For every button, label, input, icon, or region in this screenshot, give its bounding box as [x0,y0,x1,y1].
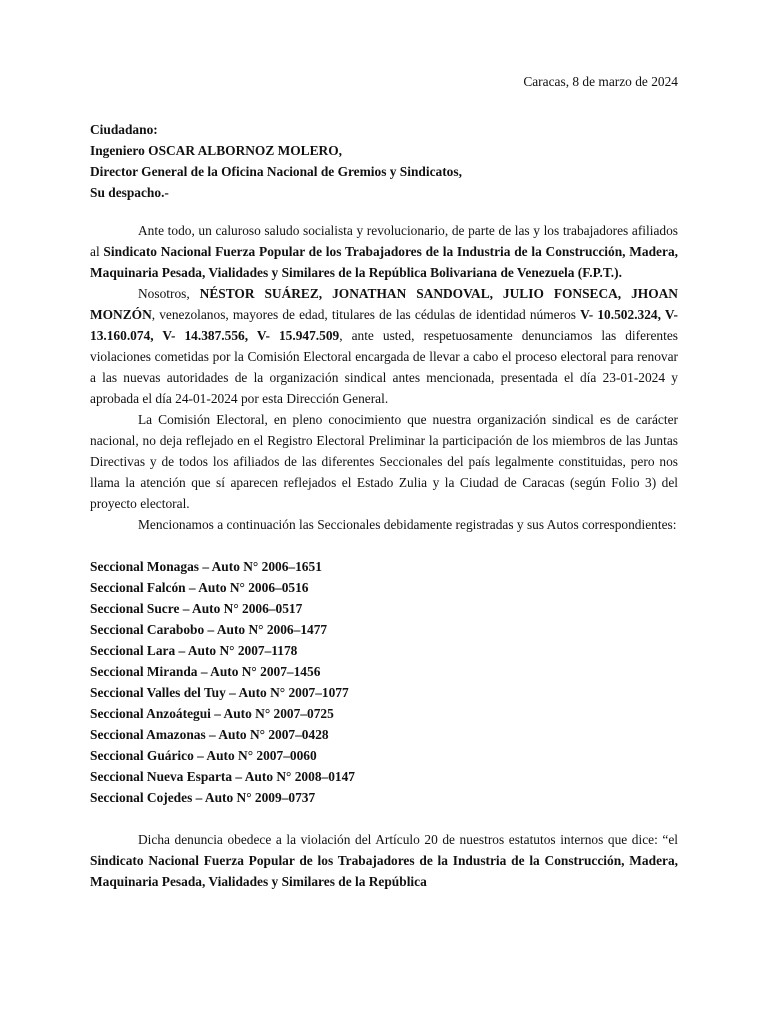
union-name-quote: Sindicato Nacional Fuerza Popular de los Trabajadores de la Industria de la Construcción, Madera, Maquinaria Pesada, Vialidades y Similares de la República [90,853,678,889]
list-item: Seccional Lara – Auto N° 2007–1178 [90,643,298,658]
list-item: Seccional Carabobo – Auto N° 2006–1477 [90,622,328,637]
union-name: Sindicato Nacional Fuerza Popular de los Trabajadores de la Industria de la Construcción, Madera, Maquinaria Pesada, Vialidades y Similares de la República Bolivariana de Venezuela (F.P.T.). [90,244,678,280]
complainant-names: NÉSTOR SUÁREZ, JONATHAN SANDOVAL, JULIO FONSECA, JHOAN MONZÓN [90,286,678,322]
addressee-salutation: Ciudadano: [90,122,158,137]
paragraph-complainants: Nosotros, NÉSTOR SUÁREZ, JONATHAN SANDOVAL, JULIO FONSECA, JHOAN MONZÓN, venezolanos, mayores de edad, titulares de las cédulas de identidad números V- 10.502.324, V- 13.160.074, V- 14.387.556, V- 15.947.509, ante usted, respetuosamente denunciamos las diferentes violaciones cometidas por la Comisión Electoral encargada de llevar a cabo el proceso electoral para renovar a las nuevas autoridades de la organización sindical antes mencionada, presentada el día 23-01-2024 y aprobada el día 24-01-2024 por esta Dirección General. [90,286,679,406]
paragraph-seccionales-intro: Mencionamos a continuación las Seccionales debidamente registradas y sus Autos correspondientes: [138,517,677,532]
list-item: Seccional Anzoátegui – Auto N° 2007–0725 [90,706,334,721]
list-item: Seccional Cojedes – Auto N° 2009–0737 [90,790,316,805]
addressee-despacho: Su despacho.- [90,185,169,200]
letter-page [90,71,678,892]
identity-numbers: V- 10.502.324, V- 13.160.074, V- 14.387.556, V- 15.947.509 [90,307,678,343]
paragraph-electoral-commission: La Comisión Electoral, en pleno conocimiento que nuestra organización sindical es de carácter nacional, no deja reflejado en el Registro Electoral Preliminar la participación de los miembros de las Juntas Directivas y de todos los afiliados de las diferentes Seccionales del país legalmente constituidas, pero nos llama la atención que sí aparecen reflejados el Estado Zulia y la Ciudad de Caracas (según Folio 3) del proyecto electoral. [90,412,678,511]
list-item: Seccional Valles del Tuy – Auto N° 2007–1077 [90,685,349,700]
paragraph-greeting: Ante todo, un caluroso saludo socialista y revolucionario, de parte de las y los trabajadores afiliados al Sindicato Nacional Fuerza Popular de los Trabajadores de la Industria de la Construcción, Madera, Maquinaria Pesada, Vialidades y Similares de la República Bolivariana de Venezuela (F.P.T.). [90,223,678,280]
addressee-name: Ingeniero OSCAR ALBORNOZ MOLERO, [90,143,342,158]
addressee-title: Director General de la Oficina Nacional de Gremios y Sindicatos, [90,164,462,179]
addressee-block [90,119,678,203]
list-item: Seccional Falcón – Auto N° 2006–0516 [90,580,309,595]
letter-body [90,220,678,535]
list-item: Seccional Guárico – Auto N° 2007–0060 [90,748,317,763]
seccionales-list [90,556,678,808]
list-item: Seccional Miranda – Auto N° 2007–1456 [90,664,321,679]
letter-closing [90,829,678,892]
paragraph-article-20: Dicha denuncia obedece a la violación del Artículo 20 de nuestros estatutos internos que dice: “el Sindicato Nacional Fuerza Popular de los Trabajadores de la Industria de la Construcción, Madera, Maquinaria Pesada, Vialidades y Similares de la República [90,832,678,889]
list-item: Seccional Nueva Esparta – Auto N° 2008–0147 [90,769,355,784]
list-item: Seccional Amazonas – Auto N° 2007–0428 [90,727,329,742]
list-item: Seccional Sucre – Auto N° 2006–0517 [90,601,303,616]
letter-date: Caracas, 8 de marzo de 2024 [523,74,678,89]
list-item: Seccional Monagas – Auto N° 2006–1651 [90,559,322,574]
